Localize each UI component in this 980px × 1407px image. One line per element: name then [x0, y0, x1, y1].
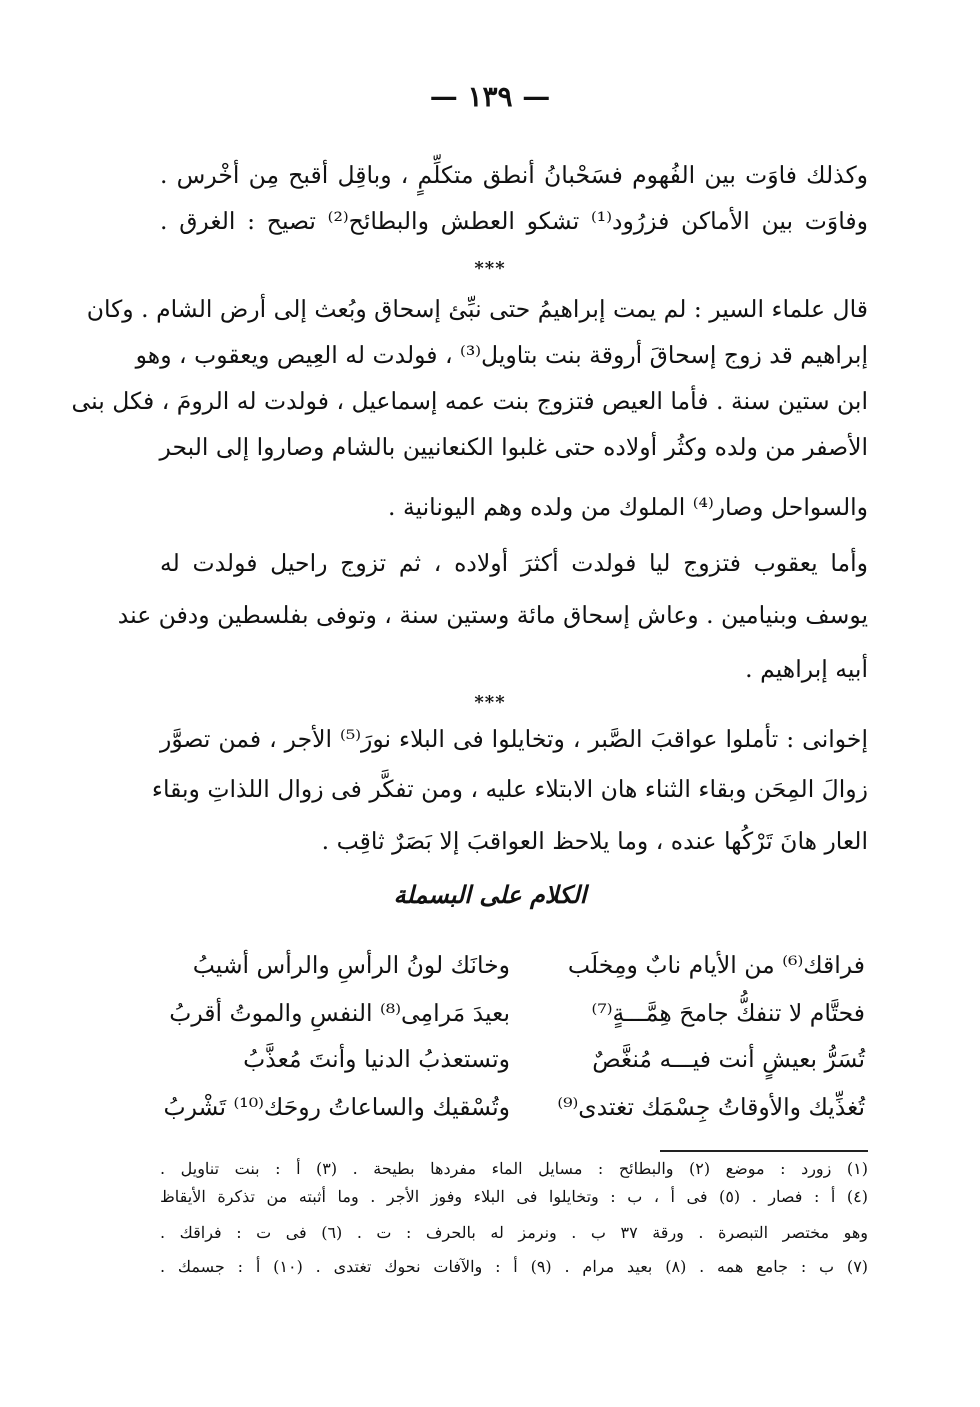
verse-second-hemistich: وتُسْقيك والساعاتُ روحَك⁽¹⁰⁾ تَشْربُ	[163, 1093, 510, 1121]
text-line: قال علماء السير : لم يمت إبراهيمُ حتى نبِّئ إسحاق وبُعث إلى أرض الشام . وكان	[86, 295, 868, 323]
text-line: ابن ستين سنة . فأما العيص فتزوج بنت عمه إسماعيل ، فولدت له الرومَ ، فكل بنى	[71, 387, 868, 415]
text-line: العار هانَ تَرْكُها عنده ، وما يلاحظ العواقبَ إلا بَصَرٌ ثاقِب .	[321, 827, 868, 855]
verse-first-hemistich: تُسَرُّ بعيشٍ أنت فيـــه مُنغَّصٌ	[592, 1045, 865, 1073]
verse-first-hemistich: فراقك⁽⁶⁾ من الأيام نابٌ ومِخلَب	[567, 951, 865, 979]
section-heading: الكلام على البسملة	[393, 880, 587, 909]
text-line: وكذلك فاوَت بين الفُهوم فسَحْبانُ أنطق متكلِّمٍ ، وباقِل أقبح مِن أخْرس .	[160, 161, 868, 189]
text-line: أبيه إبراهيم .	[745, 655, 868, 683]
verse-second-hemistich: بعيدَ مَرامِى⁽⁸⁾ النفسِ والموتُ أقربُ	[169, 999, 510, 1027]
text-line: يوسف وبنيامين . وعاش إسحاق مائة وستين سنة ، وتوفى بفلسطين ودفن عند	[117, 601, 868, 629]
section-separator: ***	[474, 692, 506, 713]
verse-first-hemistich: تُغذِّيك والأوقاتُ جِسْمَك تغتدى⁽⁹⁾	[557, 1093, 865, 1121]
footnote-rule	[660, 1150, 868, 1152]
verse-first-hemistich: فحتَّام لا تنفكُّ جامحَ هِمَّـــةٍ⁽⁷⁾	[591, 999, 865, 1027]
text-line: وفاوَت بين الأماكن فزرُود⁽¹⁾ تشكو العطش والبطائح⁽²⁾ تصيح : الغرق .	[160, 207, 868, 235]
text-line: وأما يعقوب فتزوج ليا فولدت أكثرَ أولاده ، ثم تزوج راحيل فولدت له	[160, 549, 868, 577]
text-line: زوالَ المِحَن وبقاء الثناء هان الابتلاء عليه ، ومن تفكَّر فى زوال اللذاتِ وبقاء	[151, 775, 868, 803]
text-line: والسواحل وصار⁽⁴⁾ الملوك من ولده وهم اليونانية .	[388, 493, 868, 521]
verse-second-hemistich: وتستعذبُ الدنيا وأنتَ مُعذَّبُ	[243, 1045, 510, 1073]
footnote-line: (٧) ب : جامع همه . (٨) بعيد مرام . (٩) أ : والآفات نحوك تغتدى . (١٠) أ : جسمك .	[160, 1257, 869, 1276]
verse-second-hemistich: وخانَك لونُ الرأسِ والرأس أشيبُ	[192, 951, 510, 979]
text-line: الأصفر من ولده وكثُر أولاده حتى غلبوا الكنعانيين بالشام وصاروا إلى البحر	[159, 433, 868, 461]
footnote-line: وهو مختصر التبصرة . ورقة ٣٧ ب . ونرمز له بالحرف : ت . (٦) فى ت : فراقك .	[160, 1223, 868, 1242]
footnote-line: (٤) أ : فصار . (٥) فى أ ، ب : وتخايلوا فى البلاء وفوز الأجر . وما أثبته من تذكرة الأيقاظ	[160, 1187, 868, 1206]
text-line: إخوانى : تأملوا عواقبَ الصَّبر ، وتخايلوا فى البلاء نورَ⁽⁵⁾ الأجر ، فمن تصوَّر	[160, 725, 868, 753]
section-separator: ***	[474, 258, 506, 279]
page-number: — ١٣٩ —	[429, 80, 551, 113]
text-line: إبراهيم قد زوج إسحاقَ أروقة بنت بتاويل⁽³⁾ ، فولدت له العِيص ويعقوب ، وهو	[135, 341, 868, 369]
footnote-line: (١) زورد : موضع (٢) والبطائح : مسايل الماء مفردها بطيحة . (٣) أ : بنت تناويل .	[160, 1159, 868, 1178]
